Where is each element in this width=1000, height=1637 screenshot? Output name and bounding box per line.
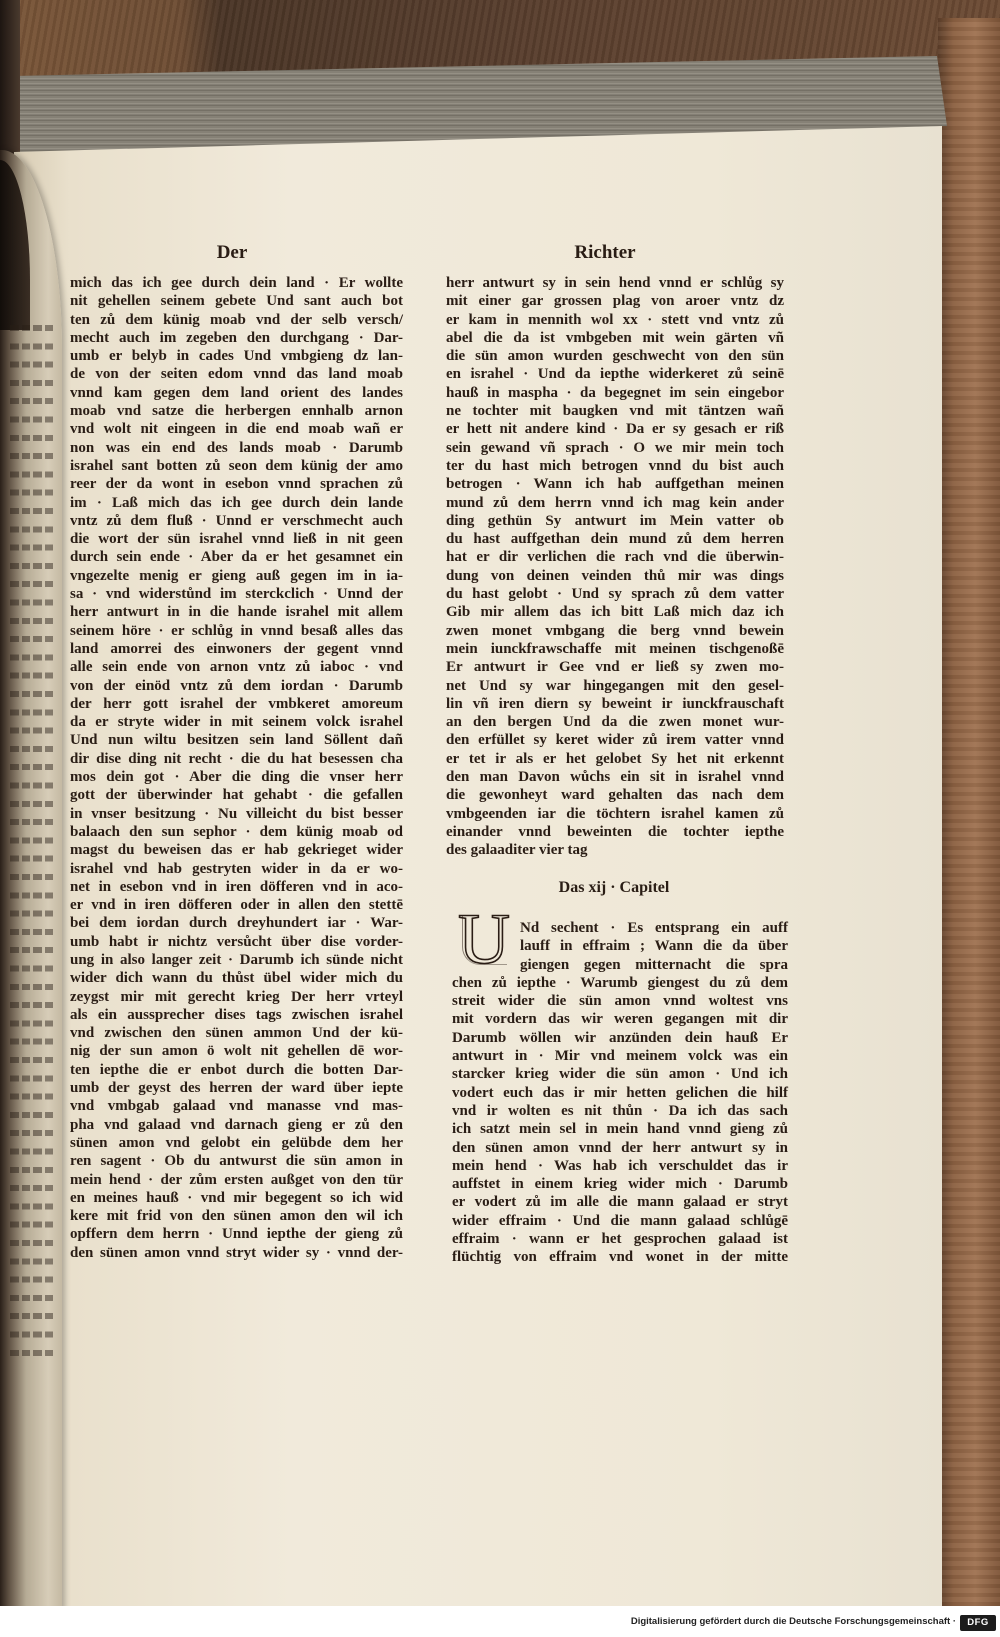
chapter-line: Darumb wöllen wir anzünden dein hauß Er	[452, 1029, 788, 1046]
left-column-line: herr antwurt in in die hande israhel mit allem	[70, 604, 403, 621]
left-column-line: seinem höre · er schlůg in vnnd besaß alles das	[70, 622, 403, 639]
left-column-line: den sünen amon vnnd stryt wider sy · vnnd der-	[70, 1244, 403, 1261]
chapter-line: Nd sechent · Es entsprang ein auff	[520, 920, 788, 936]
running-head-left: Der	[216, 242, 248, 263]
right-column-line: herr antwurt sy in sein hend vnnd er schlůg sy	[446, 275, 784, 291]
left-column-line: zeygst mir mit gerecht krieg Der herr vrteyl	[70, 988, 403, 1005]
right-column-line: betrogen · Wann ich hab auffgethan meinen	[446, 476, 784, 493]
chapter-line: chen zů iepthe · Warumb giengest du zů dem	[452, 974, 788, 991]
chapter-line: giengen gegen mitternacht die spra	[520, 956, 788, 973]
right-column-line: du hast auffgethan dein mund zů dem herren	[446, 531, 784, 548]
right-column-line: mein iunckfrawschaffe mit meinen tischgenoßē	[446, 640, 784, 657]
left-column-line: de von der seiten edom vnnd das land moab	[70, 366, 403, 383]
left-column-line: opffern dem herrn · Unnd iepthe der gieng zů	[70, 1226, 403, 1243]
left-column-line: ten zů dem künig moab vnd der selb versch/	[70, 311, 403, 328]
right-column-line: Gib mir allem das ich bitt Laß mich daz ich	[446, 604, 784, 621]
left-column-line: umb habt ir nichtz versůcht über dise vorder-	[70, 933, 403, 950]
left-column-line: der herr gott israhel der vmbkeret amoreum	[70, 695, 403, 712]
left-column-line: ren sagent · Ob du antwurst die sün amon in	[70, 1153, 403, 1170]
left-column-line: israhel sant botten zů seon dem künig der amo	[70, 457, 403, 474]
right-column-line: du hast gelobt · Und sy sprach zů dem vatter	[446, 586, 784, 603]
footer-bar	[0, 1606, 1000, 1637]
chapter-line: auffstet in einem krieg wider mich · Darumb	[452, 1176, 788, 1193]
left-column-line: israhel vnd hab gestryten wider in da er wo-	[70, 860, 403, 877]
chapter-line: streit wider die sün amon vnnd woltest vns	[452, 993, 788, 1010]
left-column	[70, 274, 403, 1262]
chapter-line: ich satzt mein sel in mein hand vnnd gieng zů	[452, 1121, 788, 1138]
chapter-line: flüchtig von effraim vnd wonet in der mitte	[452, 1249, 788, 1266]
left-column-line: nit gehellen seinem gebete Und sant auch bot	[70, 293, 403, 310]
chapter-line: er vodert zů im alle die mann galaad er stryt	[452, 1194, 788, 1211]
right-column-line: abel die da ist vmbgeben mit wein gärten vñ	[446, 329, 784, 346]
left-column-line: gott der überwinder hat gehabt · die gefallen	[70, 787, 403, 804]
left-column-line: vnnd kam gegen dem land orient des landes	[70, 384, 403, 401]
chapter-line: antwurt in · Mir vnd meinem volck was ein	[452, 1048, 788, 1065]
right-column-line: er kam in mennith wol xx · stett vnd vntz zů	[446, 311, 784, 328]
chapter-line: vnd ir wolten es nit thůn · Da ich das sach	[452, 1102, 788, 1119]
right-column-line: ding gethün Sy antwurt im Mein vatter ob	[446, 512, 784, 529]
chapter-line: effraim · wann er het gesprochen galaad ist	[452, 1231, 788, 1248]
right-column-line: net Und sy war hingegangen mit den gesel-	[446, 677, 784, 694]
right-column-line: sein gewand vñ sprach · O we mir mein toch	[446, 439, 784, 456]
left-page-text-texture	[10, 320, 56, 1360]
chapter-line: lauff in effraim ; Wann die da über	[520, 938, 788, 955]
left-column-line: land amorrei des einwoners der gegent vnnd	[70, 640, 403, 657]
left-column-line: im · Laß mich das ich gee durch dein lande	[70, 494, 403, 511]
left-column-line: sa · vnd widerstůnd im sterckclich · Unnd der	[70, 586, 403, 603]
left-column-line: pha vnd galaad vnd darnach gieng er zů den	[70, 1116, 403, 1133]
right-column-line: Er antwurt ir Gee vnd er ließ sy zwen mo-	[446, 659, 784, 676]
right-column-line: die sün amon wurden geschwecht von den sün	[446, 348, 784, 365]
right-column-line: vmbgeenden iar die töchtern israhel kamen zů	[446, 805, 784, 822]
left-column-line: ung in also langer zeit · Darumb ich sünde nicht	[70, 951, 403, 968]
right-column-line: an den bergen Und da die zwen monet wur-	[446, 714, 784, 731]
right-column-line: des galaaditer vier tag	[446, 842, 588, 859]
left-column-line: dir dise ding nit recht · die du hat besessen cha	[70, 750, 403, 767]
left-column-line: umb der geyst des herren der ward über iepte	[70, 1080, 403, 1097]
chapter-line: wider effraim · Und die mann galaad schlůgē	[452, 1212, 788, 1229]
left-column-line: durch sein ende · Aber da er het gesamnet ein	[70, 549, 403, 566]
right-column	[446, 274, 784, 860]
left-column-line: in vnser besitzung · Nu villeicht du bist besser	[70, 805, 403, 822]
right-column-line: den man Davon wůchs ein sit in israhel vnnd	[446, 769, 784, 786]
chapter-line: mit vordern das wir weren gegangen mit dir	[452, 1011, 788, 1028]
left-column-line: nig der sun amon ö wolt nit gehellen dē wor-	[70, 1043, 403, 1060]
left-column-line: alle sein ende von arnon vntz zů iaboc · vnd	[70, 659, 403, 676]
right-column-line: en israhel · Und da iepthe widerkeret zů seinē	[446, 366, 784, 383]
left-column-line: vnd wolt nit eingeen in die end moab wañ er	[70, 421, 403, 438]
right-column-line: zwen monet vmbgang die berg vnnd bewein	[446, 622, 784, 639]
left-column-line: balaach den sun sephor · dem künig moab od	[70, 823, 403, 840]
left-column-line: mein hend · der zům ersten außget von den tür	[70, 1171, 403, 1188]
running-head-right: Richter	[574, 242, 636, 263]
dfg-logo: DFG	[960, 1615, 996, 1631]
chapter-line: vodert euch das ir mir hetten gelichen die hilf	[452, 1084, 788, 1101]
right-column-line: mund zů dem herrn vnnd ich mag kein ander	[446, 494, 784, 511]
left-column-line: vntz zů dem fluß · Unnd er verschmecht auch	[70, 512, 403, 529]
chapter-line: den sünen amon vnnd der herr antwurt sy in	[452, 1139, 788, 1156]
right-column-line: dung von deinen veinden thů mir was dings	[446, 567, 784, 584]
left-column-line: net in esebon vnd in iren döfferen vnd in aco-	[70, 878, 403, 895]
left-column-line: ten iepthe die er enbot durch die botten Dar-	[70, 1061, 403, 1078]
chapter-line: starcker krieg wider die sün amon · Und ich	[452, 1066, 788, 1083]
left-column-line: Und nun wiltu besitzen sein land Söllent dañ	[70, 732, 403, 749]
left-column-line: vnd vmbgab galaad vnd manasse vnd mas-	[70, 1098, 403, 1115]
right-column-line: hat er dir verlichen die rach vnd die überwin-	[446, 549, 784, 566]
left-column-line: er vnd in iren döfferen oder in allen den stettē	[70, 897, 403, 914]
right-column-line: er tet ir als er het gelobet Sy het nit erkennt	[446, 750, 784, 767]
chapter-heading: Das xij · Capitel	[558, 879, 670, 896]
right-column-line: ter du hast mich betrogen vnnd du bist auch	[446, 457, 784, 474]
book-cover-right-edge	[938, 18, 1000, 1610]
chapter-line: mein hend · Was hab ich verschuldet das ir	[452, 1157, 788, 1174]
funding-credit: Digitalisierung gefördert durch die Deutsche Forschungsgemeinschaft ·	[630, 1616, 956, 1627]
right-column-line: mit einer gar grossen plag von aroer vntz dz	[446, 293, 784, 310]
left-column-line: sünen amon vnd gelobt ein gelübde dem her	[70, 1134, 403, 1151]
right-column-line: den erfüllet sy keret wider zů irem vatter vnnd	[446, 732, 784, 749]
left-column-line: vngezelte menig er gieng auß gegen im in ia-	[70, 567, 403, 584]
left-column-line: mich das ich gee durch dein land · Er wollte	[70, 275, 403, 291]
left-column-line: en meines hauß · vnd mir begegent so ich wid	[70, 1189, 403, 1206]
left-column-line: bei dem iordan durch dreyhundert iar · War-	[70, 915, 403, 932]
left-column-line: von der einöd vntz zů dem iordan · Darumb	[70, 677, 403, 694]
left-column-line: non was ein end des lands moab · Darumb	[70, 439, 403, 456]
left-column-line: magst du beweisen das er hab gekrieget wider	[70, 842, 403, 859]
left-column-line: wider dich wann du thůst übel wider mich du	[70, 970, 403, 987]
left-column-line: moab vnd satze die herbergen ennhalb arnon	[70, 403, 403, 420]
left-column-line: umb er belyb in cades Und vmbgieng dz lan-	[70, 348, 403, 365]
right-column-line: hauß in maspha · da begegnet im sein eingebor	[446, 384, 784, 401]
left-column-line: kere mit frid von den sünen amon den wil ich	[70, 1208, 403, 1225]
left-column-line: reer der da wont in esebon vnnd sprachen zů	[70, 476, 403, 493]
left-column-line: vnd zwischen den sünen ammon Und der kü-	[70, 1025, 403, 1042]
left-column-line: die wort der sün israhel vnnd ließ in nit geen	[70, 531, 403, 548]
left-column-line: mos dein got · Aber die ding die vnser herr	[70, 769, 403, 786]
right-column-line: ne tochter mit baugken vnd mit täntzen wañ	[446, 403, 784, 420]
right-column-line: lin vñ iren diern sy beweint ir iunckfrauschaft	[446, 695, 784, 712]
right-column-line: er hett nit andere kind · Da er sy gesach er riß	[446, 421, 784, 438]
decorated-initial: U	[452, 904, 516, 974]
right-column-line: die gewonheyt ward gehalten das nach dem	[446, 787, 784, 804]
right-column-line: einander vnnd beweinten die tochter iepthe	[446, 823, 784, 840]
chapter-text	[452, 919, 788, 1267]
left-column-line: mecht auch im zegeben den durchgang · Dar-	[70, 329, 403, 346]
left-column-line: da er stryte wider in mit seinem volck israhel	[70, 714, 403, 731]
left-column-line: als ein aussprecher dises tags zwischen israhel	[70, 1006, 403, 1023]
